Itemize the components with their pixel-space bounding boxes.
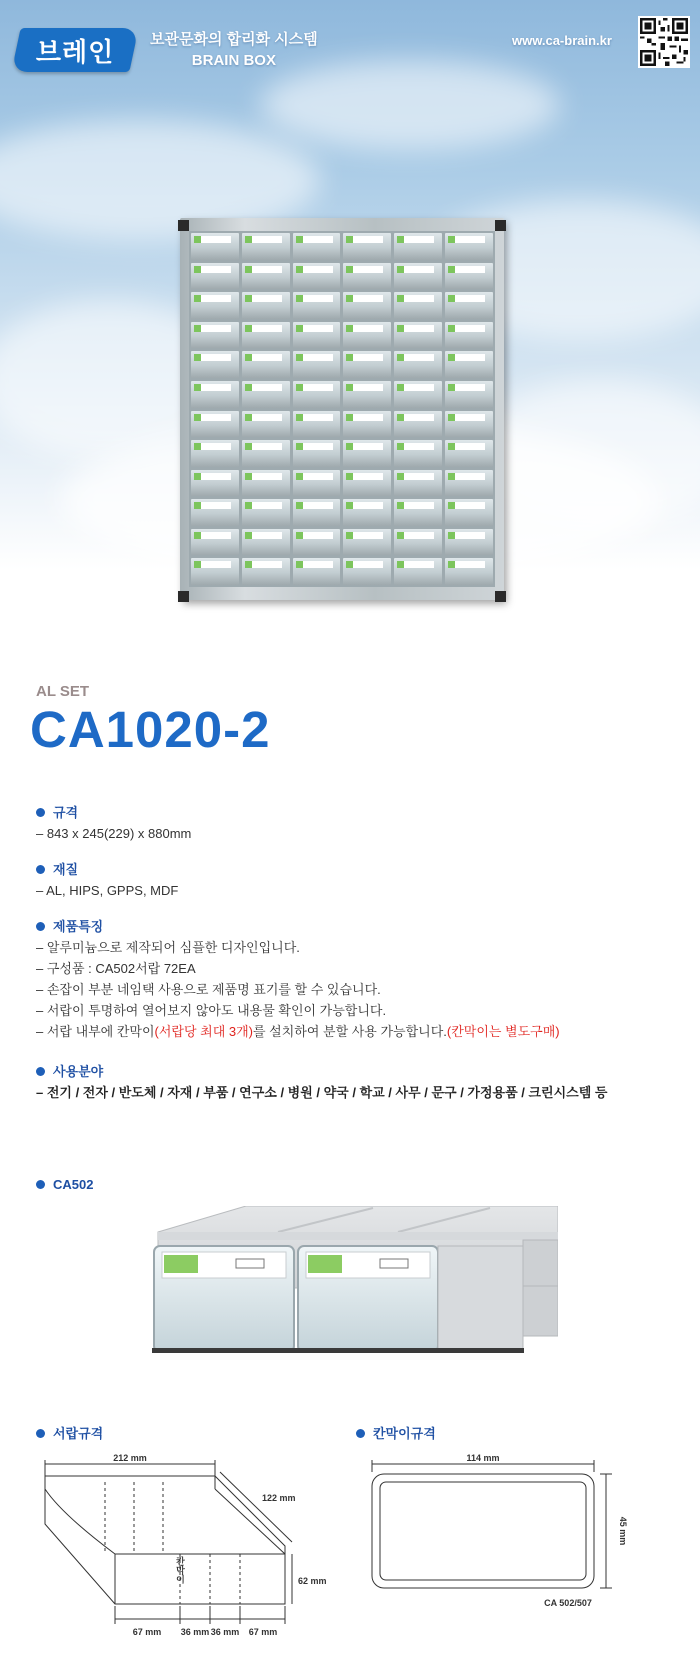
cabinet-drawer [293, 440, 341, 467]
cabinet-drawer [242, 499, 290, 526]
cabinet-drawer [191, 233, 239, 260]
cabinet-drawer [293, 381, 341, 408]
section-material-heading [36, 859, 78, 878]
feature-text: 를 설치하여 분할 사용 가능합니다. [253, 1024, 447, 1039]
qr-code-icon [638, 16, 690, 68]
bullet-icon [36, 808, 45, 817]
bullet-icon [36, 1429, 45, 1438]
cabinet-drawer [191, 470, 239, 497]
drawer-spec-heading [36, 1423, 103, 1442]
cabinet-drawer [191, 322, 239, 349]
cabinet-drawer [394, 440, 442, 467]
cabinet-drawer [445, 292, 493, 319]
cabinet-drawer [394, 233, 442, 260]
section-features-title: 제품특징 [53, 919, 104, 934]
divider-spec-title: 칸막이규격 [373, 1426, 436, 1441]
cabinet-drawer [242, 292, 290, 319]
cabinet-drawer [242, 470, 290, 497]
section-features-heading [36, 916, 103, 935]
drawer-spec-title: 서랍규격 [53, 1426, 104, 1441]
cabinet-drawer [445, 381, 493, 408]
feature-line: – 손잡이 부분 네임택 사용으로 제품명 표기를 할 수 있습니다. [36, 982, 381, 997]
drawer-bottom-label: 67 mm [248, 1627, 278, 1637]
cabinet-drawer [394, 322, 442, 349]
cabinet-drawer [293, 558, 341, 585]
cabinet-drawer [445, 351, 493, 378]
brand-logo-text: 브레인 [35, 37, 115, 68]
cabinet-drawer [293, 411, 341, 438]
divider-spec-heading [356, 1423, 436, 1442]
feature-text: – 서랍 내부에 칸막이 [36, 1024, 155, 1039]
unit-heading [36, 1177, 93, 1192]
usage-line: – 전기 / 전자 / 반도체 / 자재 / 부품 / 연구소 / 병원 / 약국 / 학교 / 사무 / 문구 / 가정용품 / 크린시스템 등 [36, 1085, 608, 1100]
cabinet-drawer [394, 381, 442, 408]
product-series: AL SET [36, 683, 90, 700]
cabinet-drawer [445, 558, 493, 585]
feature-line: – 서랍이 투명하여 열어보지 않아도 내용물 확인이 가능합니다. [36, 1003, 387, 1018]
cabinet-drawer [445, 233, 493, 260]
website-url[interactable]: www.ca-brain.kr [512, 33, 612, 48]
cabinet-drawer [445, 411, 493, 438]
cabinet-drawer [191, 263, 239, 290]
cabinet-drawer [242, 322, 290, 349]
cabinet-drawer [343, 263, 391, 290]
cabinet-drawer [394, 351, 442, 378]
cabinet-drawer [191, 292, 239, 319]
cabinet-drawer [343, 381, 391, 408]
cabinet-drawer-grid [189, 231, 495, 587]
unit-title: CA502 [53, 1177, 94, 1192]
section-usage-title: 사용분야 [53, 1064, 104, 1079]
cabinet-drawer [445, 470, 493, 497]
cabinet-drawer [293, 263, 341, 290]
drawer-depth-label: 122 mm [262, 1493, 296, 1503]
section-spec-title: 규격 [53, 805, 79, 820]
divider-spec-diagram [358, 1454, 668, 1624]
bullet-icon [36, 1067, 45, 1076]
cabinet-drawer [394, 558, 442, 585]
cabinet-drawer [293, 233, 341, 260]
feature-highlight: (서랍당 최대 3개) [154, 1024, 253, 1039]
cabinet-drawer [343, 322, 391, 349]
cabinet-drawer [343, 292, 391, 319]
divider-callout: 칸막이 [175, 1556, 185, 1584]
tagline-korean: 보관문화의 합리화 시스템 [150, 31, 318, 48]
cabinet-drawer [394, 411, 442, 438]
feature-note: (칸막이는 별도구매) [446, 1024, 560, 1039]
feature-line: – 알루미늄으로 제작되어 심플한 디자인입니다. [36, 940, 300, 955]
drawer-height-label: 62 mm [298, 1576, 327, 1586]
drawer-bottom-label: 36 mm [210, 1627, 240, 1637]
cabinet-drawer [293, 499, 341, 526]
cabinet-drawer [191, 440, 239, 467]
cabinet-drawer [445, 322, 493, 349]
divider-height-label: 45 mm [618, 1516, 628, 1546]
bullet-icon [356, 1429, 365, 1438]
ca502-product-image [128, 1206, 558, 1366]
cabinet-drawer [394, 529, 442, 556]
divider-width-label: 114 mm [466, 1454, 500, 1463]
cabinet-drawer [343, 499, 391, 526]
cabinet-drawer [242, 233, 290, 260]
cabinet-drawer [445, 499, 493, 526]
drawer-bottom-label: 36 mm [180, 1627, 210, 1637]
section-spec-heading [36, 802, 78, 821]
bullet-icon [36, 922, 45, 931]
divider-model-label: CA 502/507 [544, 1598, 592, 1608]
cabinet-drawer [445, 263, 493, 290]
cabinet-drawer [293, 529, 341, 556]
material-line: – AL, HIPS, GPPS, MDF [36, 883, 179, 898]
cabinet-drawer [394, 263, 442, 290]
cabinet-drawer [343, 440, 391, 467]
cabinet-drawer [343, 529, 391, 556]
cabinet-drawer [242, 263, 290, 290]
cabinet-drawer [394, 292, 442, 319]
cabinet-drawer [242, 529, 290, 556]
cabinet-drawer [293, 322, 341, 349]
cabinet-drawer [293, 470, 341, 497]
cabinet-drawer [293, 351, 341, 378]
cabinet-drawer [445, 529, 493, 556]
cabinet-drawer [191, 529, 239, 556]
drawer-spec-diagram [30, 1454, 340, 1666]
tagline-english: BRAIN BOX [191, 52, 276, 69]
cabinet-drawer [191, 351, 239, 378]
cabinet-drawer [394, 470, 442, 497]
cabinet-drawer [343, 558, 391, 585]
cabinet-drawer [293, 292, 341, 319]
cabinet-drawer [343, 470, 391, 497]
bullet-icon [36, 1180, 45, 1189]
drawer-bottom-label: 67 mm [132, 1627, 162, 1637]
section-usage-heading [36, 1061, 103, 1080]
cabinet-drawer [191, 499, 239, 526]
cabinet-drawer [242, 381, 290, 408]
cabinet-drawer [242, 440, 290, 467]
drawer-width-label: 212 mm [113, 1454, 147, 1463]
bullet-icon [36, 865, 45, 874]
cabinet-drawer [343, 411, 391, 438]
cabinet-drawer [242, 351, 290, 378]
cabinet-drawer [343, 233, 391, 260]
cabinet-drawer [242, 558, 290, 585]
section-material-title: 재질 [53, 862, 79, 877]
feature-line: – 구성품 : CA502서랍 72EA [36, 961, 196, 976]
feature-line-divider [36, 1021, 560, 1040]
cabinet-drawer [191, 381, 239, 408]
product-model: CA1020-2 [30, 701, 271, 758]
cabinet-product-image [180, 218, 504, 600]
cabinet-drawer [343, 351, 391, 378]
cabinet-drawer [394, 499, 442, 526]
cabinet-drawer [445, 440, 493, 467]
brand-logo[interactable] [11, 28, 138, 72]
cabinet-drawer [242, 411, 290, 438]
cabinet-drawer [191, 558, 239, 585]
spec-line: – 843 x 245(229) x 880mm [36, 826, 192, 841]
cabinet-drawer [191, 411, 239, 438]
tagline [150, 28, 318, 69]
